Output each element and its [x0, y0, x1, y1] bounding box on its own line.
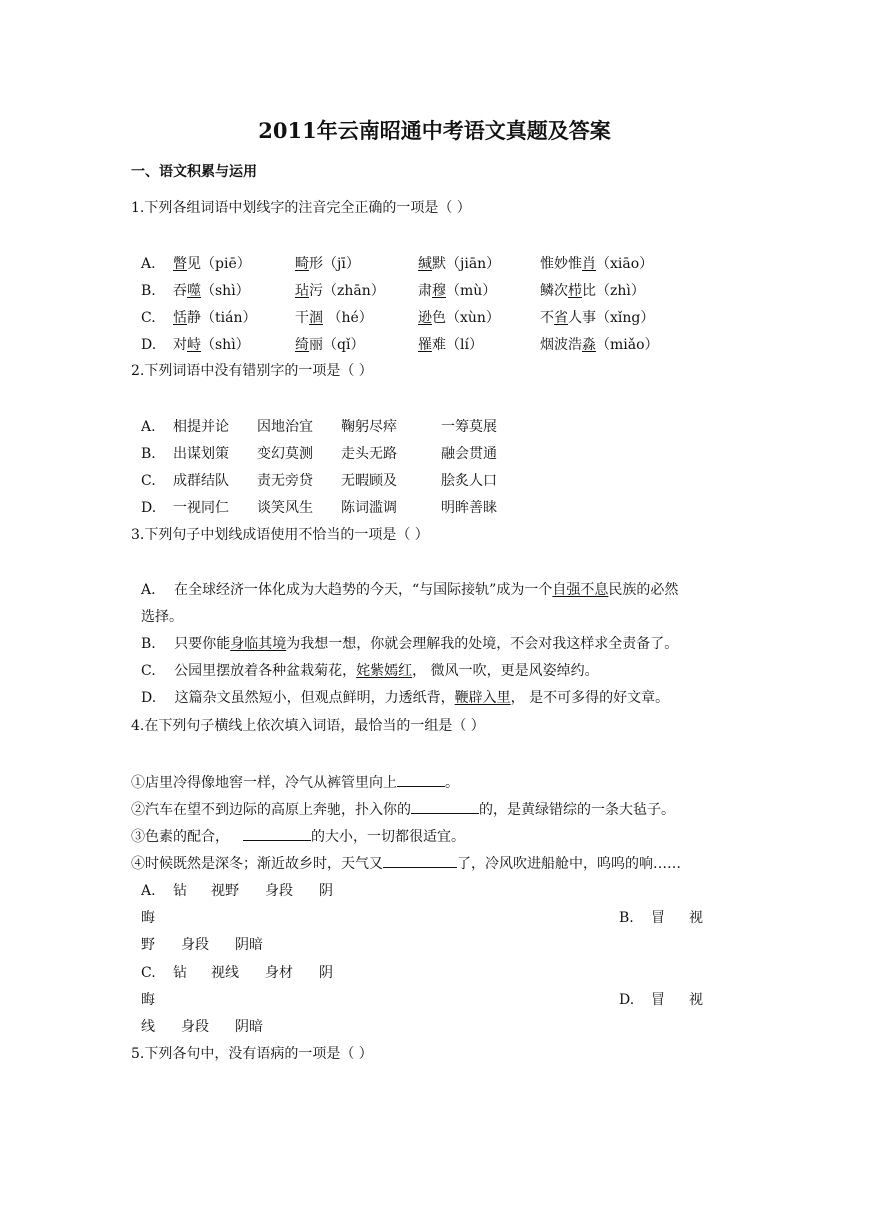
option-text: 只要你能 — [174, 636, 231, 652]
sentence-text: 的，是黄绿错综的一条大毡子。 — [479, 802, 675, 818]
option-label: D. — [141, 337, 157, 353]
option-word: 视 — [689, 992, 703, 1008]
option-word: 阴 — [319, 965, 333, 981]
option-word: 冒 — [651, 910, 665, 926]
question-4-sentence-4 — [131, 853, 681, 874]
option-word: 身段 — [181, 1019, 209, 1035]
option-word: 身材 — [265, 965, 293, 981]
word-text: 人事（xǐng） — [568, 310, 655, 326]
option-word: 阴暗 — [235, 937, 263, 953]
word-text: 静（tián） — [187, 310, 257, 326]
question-2-stem: 2.下列词语中没有错别字的一项是（ ） — [131, 363, 373, 379]
question-3-option-a-cont: 选择。 — [141, 609, 183, 625]
word-text: 污（zhān） — [309, 283, 385, 299]
word-text: 吞 — [173, 283, 187, 299]
pinyin-item — [418, 281, 496, 301]
underlined-character: 淼 — [582, 337, 596, 353]
option-text: 为我想一想，你就会理解我的处境，不会对我这样求全责备了。 — [286, 636, 679, 652]
underlined-character: 逊 — [418, 310, 432, 326]
idiom-item: 出谋划策 — [173, 446, 229, 462]
idiom-item: 相提并论 — [173, 419, 229, 435]
underlined-character: 罹 — [418, 337, 432, 353]
idiom-item: 谈笑风生 — [257, 500, 313, 516]
question-4-sentence-1 — [131, 772, 459, 793]
word-text: 不 — [540, 310, 554, 326]
word-text: 对 — [173, 337, 187, 353]
word-text: 惟妙惟 — [540, 256, 582, 272]
sentence-text: ①店里冷得像地窖一样，冷气从裤管里向上 — [131, 775, 397, 791]
pinyin-item — [295, 254, 360, 274]
underlined-character: 恬 — [173, 310, 187, 326]
question-4-sentence-2 — [131, 799, 675, 820]
question-3-stem: 3.下列句子中划线成语使用不恰当的一项是（ ） — [131, 527, 429, 543]
question-4-sentence-3 — [131, 826, 465, 847]
word-text: 肃 — [418, 283, 432, 299]
pinyin-item — [173, 254, 251, 274]
option-label: B. — [141, 283, 156, 299]
option-label: B. — [619, 910, 634, 926]
underlined-idiom: 姹紫嫣红 — [356, 663, 413, 679]
option-label: A. — [141, 256, 156, 272]
pinyin-item — [173, 308, 256, 328]
underlined-character: 玷 — [295, 283, 309, 299]
option-label: A. — [141, 582, 156, 598]
option-label: C. — [141, 663, 156, 679]
idiom-item: 责无旁贷 — [257, 473, 313, 489]
word-text: 形（jī） — [309, 256, 360, 272]
option-word: 野 — [141, 937, 155, 953]
underlined-character: 噬 — [187, 283, 201, 299]
sentence-text: 。 — [445, 775, 459, 791]
option-text: 在全球经济一体化成为大趋势的今天，“与国际接轨”成为一个 — [174, 582, 553, 598]
sentence-text: ②汽车在望不到边际的高原上奔驰，扑入你的 — [131, 802, 411, 818]
option-word: 阴 — [319, 883, 333, 899]
underlined-character: 肖 — [582, 256, 596, 272]
underlined-character: 涸 — [309, 310, 323, 326]
option-label: C. — [141, 473, 156, 489]
option-word: 线 — [141, 1019, 155, 1035]
sentence-text: 的大小，一切都很适宜。 — [311, 829, 465, 845]
pinyin-item — [295, 308, 373, 328]
word-text: （miǎo） — [596, 337, 659, 353]
pinyin-item — [295, 281, 385, 301]
pinyin-item — [540, 335, 659, 355]
option-word: 晦 — [141, 992, 155, 1008]
idiom-item: 成群结队 — [173, 473, 229, 489]
pinyin-item — [418, 254, 500, 274]
option-word: 视野 — [211, 883, 239, 899]
option-word: 钻 — [173, 965, 187, 981]
option-label: D. — [141, 690, 157, 706]
idiom-item: 一视同仁 — [173, 500, 229, 516]
section-heading: 一、语文积累与运用 — [131, 164, 257, 180]
idiom-item: 走头无路 — [341, 446, 397, 462]
option-label: A. — [141, 419, 156, 435]
question-3-option-c — [141, 661, 599, 681]
option-text: 这篇杂文虽然短小，但观点鲜明，力透纸背， — [174, 690, 455, 706]
fill-blank — [243, 826, 311, 841]
idiom-item: 明眸善睐 — [441, 500, 497, 516]
option-word: 身段 — [265, 883, 293, 899]
word-text: 色（xùn） — [432, 310, 500, 326]
idiom-item: 陈词滥调 — [341, 500, 397, 516]
option-label: A. — [141, 883, 156, 899]
pinyin-item — [418, 308, 500, 328]
pinyin-item — [173, 281, 250, 301]
idiom-item: 变幻莫测 — [257, 446, 313, 462]
option-label: B. — [141, 446, 156, 462]
word-text: （shì） — [201, 283, 250, 299]
question-3-option-d — [141, 688, 669, 708]
underlined-idiom: 自强不息 — [552, 582, 609, 598]
word-text: 默（jiān） — [432, 256, 501, 272]
option-text: ， 微风一吹，更是风姿绰约。 — [412, 663, 599, 679]
word-text: （xiāo） — [596, 256, 654, 272]
underlined-character: 畸 — [295, 256, 309, 272]
underlined-character: 省 — [554, 310, 568, 326]
option-word: 阴暗 — [235, 1019, 263, 1035]
option-text: 公园里摆放着各种盆栽菊花， — [174, 663, 357, 679]
option-word: 视线 — [211, 965, 239, 981]
word-text: 干 — [295, 310, 309, 326]
fill-blank — [397, 772, 445, 787]
option-label: B. — [141, 636, 156, 652]
word-text: （hé） — [323, 310, 373, 326]
option-label: D. — [619, 992, 635, 1008]
underlined-idiom: 身临其境 — [230, 636, 287, 652]
word-text: 比（zhì） — [582, 283, 645, 299]
underlined-character: 栉 — [568, 283, 582, 299]
option-label: C. — [141, 310, 156, 326]
question-3-option-a — [141, 580, 678, 600]
idiom-item: 融会贯通 — [441, 446, 497, 462]
word-text: 鳞次 — [540, 283, 568, 299]
question-1-stem: 1.下列各组词语中划线字的注音完全正确的一项是（ ） — [131, 200, 471, 216]
pinyin-item — [540, 281, 645, 301]
question-3-option-b — [141, 634, 678, 654]
sentence-text: ④时候既然是深冬；渐近故乡时，天气又 — [131, 856, 383, 872]
fill-blank — [383, 853, 457, 868]
idiom-item: 无暇顾及 — [341, 473, 397, 489]
option-word: 晦 — [141, 910, 155, 926]
word-text: 丽（qǐ） — [309, 337, 365, 353]
question-4-stem: 4.在下列句子横线上依次填入词语，最恰当的一组是（ ） — [131, 718, 485, 734]
idiom-item: 一筹莫展 — [441, 419, 497, 435]
word-text: 烟波浩 — [540, 337, 582, 353]
option-label: C. — [141, 965, 156, 981]
pinyin-item — [173, 335, 250, 355]
word-text: （shì） — [201, 337, 250, 353]
question-5-stem: 5.下列各句中，没有语病的一项是（ ） — [131, 1046, 373, 1062]
pinyin-item — [540, 254, 653, 274]
pinyin-item — [295, 335, 364, 355]
underlined-idiom: 鞭辟入里 — [454, 690, 511, 706]
sentence-text: ③色素的配合， — [131, 829, 229, 845]
idiom-item: 因地治宜 — [257, 419, 313, 435]
option-label: D. — [141, 500, 157, 516]
fill-blank — [411, 799, 479, 814]
underlined-character: 穆 — [432, 283, 446, 299]
underlined-character: 绮 — [295, 337, 309, 353]
word-text: （mù） — [446, 283, 497, 299]
sentence-text: 了，冷风吹进船舱中，呜呜的响…… — [457, 856, 681, 872]
option-text: ， 是不可多得的好文章。 — [510, 690, 670, 706]
option-word: 视 — [689, 910, 703, 926]
idiom-item: 脍炙人口 — [441, 473, 497, 489]
pinyin-item — [418, 335, 483, 355]
word-text: 难（lí） — [432, 337, 483, 353]
option-word: 钻 — [173, 883, 187, 899]
underlined-character: 缄 — [418, 256, 432, 272]
option-word: 身段 — [181, 937, 209, 953]
pinyin-item — [540, 308, 654, 328]
page-title: 2011年云南昭通中考语文真题及答案 — [258, 118, 611, 143]
word-text: 见（piē） — [187, 256, 251, 272]
underlined-character: 瞥 — [173, 256, 187, 272]
idiom-item: 鞠躬尽瘁 — [341, 419, 397, 435]
option-text: 民族的必然 — [608, 582, 679, 598]
underlined-character: 峙 — [187, 337, 201, 353]
option-word: 冒 — [651, 992, 665, 1008]
